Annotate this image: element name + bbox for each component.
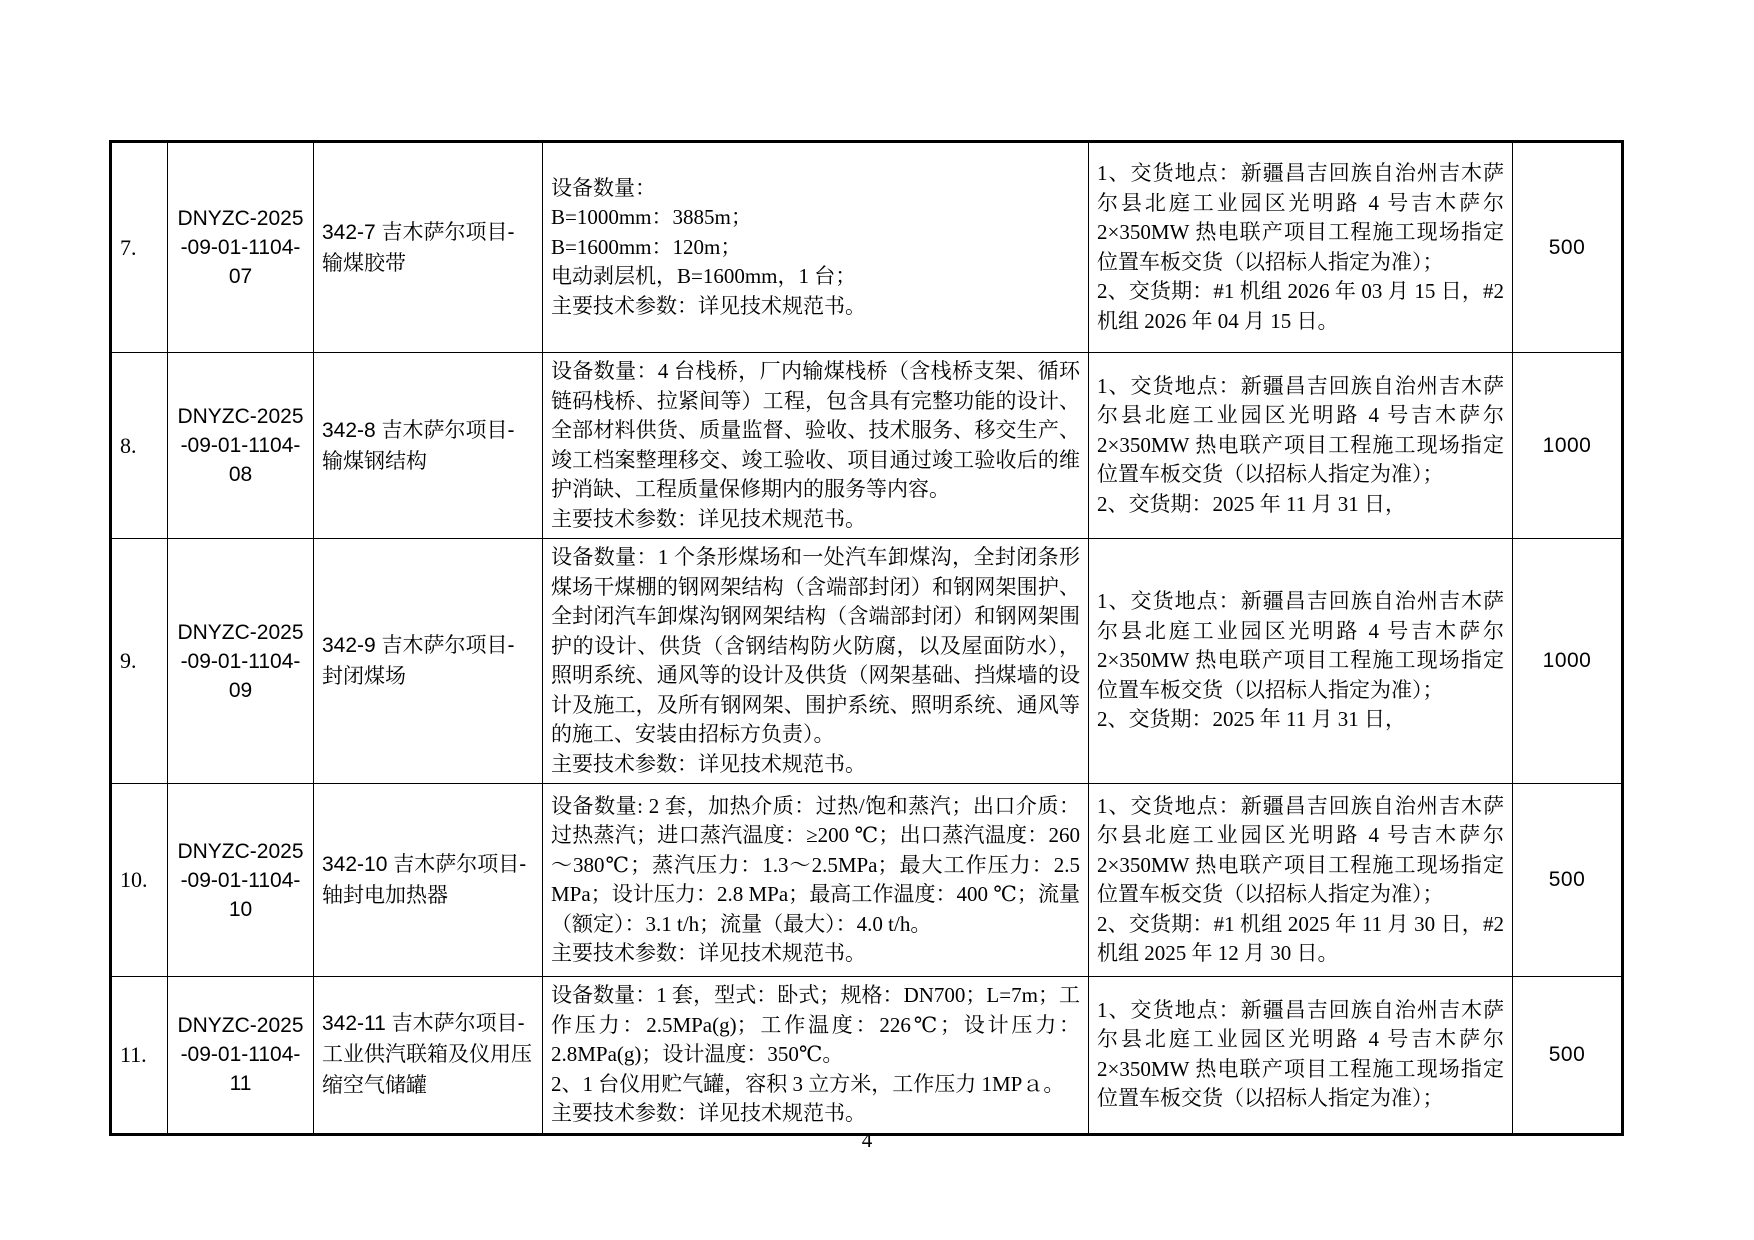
details-paragraph: 主要技术参数：详见技术规范书。 [551, 506, 866, 531]
row-seq: 9. [111, 539, 168, 784]
row-seq: 7. [111, 142, 168, 353]
package-name: 342-10 吉木萨尔项目-轴封电加热器 [314, 784, 543, 977]
row-seq: 8. [111, 353, 168, 539]
delivery-terms [1089, 142, 1513, 353]
package-name: 342-9 吉木萨尔项目-封闭煤场 [314, 539, 543, 784]
table-row [111, 784, 1623, 977]
equipment-details [543, 353, 1089, 539]
details-paragraph: B=1600mm：120m； [551, 234, 742, 259]
amount-value: 1000 [1513, 353, 1623, 539]
details-paragraph: 设备数量：1 个条形煤场和一处汽车卸煤沟，全封闭条形煤场干煤棚的钢网架结构（含端部封闭）和钢网架围护、全封闭汽车卸煤沟钢网架结构（含端部封闭）和钢网架围护的设计、供货（含钢结构防火防腐，以及屋面防水），照明系统、通风等的设计及供货（网架基础、挡煤墙的设计及施工，及所有钢网架、围护系统、照明系统、通风等的施工、安装由招标方负责）。 [551, 545, 1080, 746]
amount-value: 500 [1513, 784, 1623, 977]
tender-code: DNYZC-2025-09-01-1104-07 [168, 142, 314, 353]
details-paragraph: 2、1 台仪用贮气罐，容积 3 立方米，工作压力 1MPａ。 [551, 1071, 1065, 1096]
details-paragraph: 电动剥层机，B=1600mm，1 台； [551, 264, 857, 289]
delivery-terms [1089, 977, 1513, 1135]
delivery-paragraph: 1、交货地点：新疆昌吉回族自治州吉木萨尔县北庭工业园区光明路 4 号吉木萨尔 2×350MW 热电联产项目工程施工现场指定位置车板交货（以招标人指定为准）； [1097, 161, 1504, 274]
page-number: 4 [861, 1128, 873, 1152]
package-name: 342-8 吉木萨尔项目-输煤钢结构 [314, 353, 543, 539]
package-name: 342-7 吉木萨尔项目-输煤胶带 [314, 142, 543, 353]
delivery-paragraph: 1、交货地点：新疆昌吉回族自治州吉木萨尔县北庭工业园区光明路 4 号吉木萨尔 2×350MW 热电联产项目工程施工现场指定位置车板交货（以招标人指定为准）； [1097, 589, 1504, 702]
equipment-details [543, 977, 1089, 1135]
details-paragraph: B=1000mm：3885m； [551, 205, 752, 230]
equipment-details [543, 784, 1089, 977]
details-paragraph: 设备数量：1 套，型式：卧式；规格：DN700；L=7m；工作压力：2.5MPa(g)；工作温度：226℃；设计压力：2.8MPa(g)；设计温度：350℃。 [551, 983, 1080, 1066]
delivery-paragraph: 2、交货期：#1 机组 2025 年 11 月 30 日，#2 机组 2025 年 12 月 30 日。 [1097, 911, 1504, 965]
delivery-paragraph: 1、交货地点：新疆昌吉回族自治州吉木萨尔县北庭工业园区光明路 4 号吉木萨尔 2×350MW 热电联产项目工程施工现场指定位置车板交货（以招标人指定为准）； [1097, 373, 1504, 487]
details-paragraph: 设备数量: 2 套，加热介质：过热/饱和蒸汽；出口介质：过热蒸汽；进口蒸汽温度：≥200 ℃；出口蒸汽温度：260～380℃；蒸汽压力：1.3～2.5MPa；最大工作压力：2.5 MPa；设计压力：2.8 MPa；最高工作温度：400 ℃；流量（额定）：3.1 t/h；流量（最大）：4.0 t/h。 [551, 793, 1080, 936]
procurement-table [109, 140, 1624, 1136]
table-row [111, 539, 1623, 784]
details-paragraph: 主要技术参数：详见技术规范书。 [551, 751, 866, 776]
delivery-terms [1089, 539, 1513, 784]
equipment-details [543, 142, 1089, 353]
table-row [111, 142, 1623, 353]
table-row [111, 353, 1623, 539]
tender-code: DNYZC-2025-09-01-1104-11 [168, 977, 314, 1135]
details-paragraph: 设备数量：4 台栈桥，厂内输煤栈桥（含栈桥支架、循环链码栈桥、拉紧间等）工程，包含具有完整功能的设计、全部材料供货、质量监督、验收、技术服务、移交生产、竣工档案整理移交、竣工验收、项目通过竣工验收后的维护消缺、工程质量保修期内的服务等内容。 [551, 359, 1080, 501]
tender-code: DNYZC-2025-09-01-1104-08 [168, 353, 314, 539]
procurement-table-body [111, 142, 1623, 1135]
details-paragraph: 主要技术参数：详见技术规范书。 [551, 1101, 866, 1125]
table-row [111, 977, 1623, 1135]
details-paragraph: 主要技术参数：详见技术规范书。 [551, 941, 866, 965]
delivery-paragraph: 1、交货地点：新疆昌吉回族自治州吉木萨尔县北庭工业园区光明路 4 号吉木萨尔 2×350MW 热电联产项目工程施工现场指定位置车板交货（以招标人指定为准）； [1097, 997, 1504, 1111]
tender-code: DNYZC-2025-09-01-1104-10 [168, 784, 314, 977]
package-name: 342-11 吉木萨尔项目-工业供汽联箱及仪用压缩空气储罐 [314, 977, 543, 1135]
delivery-paragraph: 2、交货期：2025 年 11 月 31 日， [1097, 491, 1406, 516]
delivery-paragraph: 1、交货地点：新疆昌吉回族自治州吉木萨尔县北庭工业园区光明路 4 号吉木萨尔 2×350MW 热电联产项目工程施工现场指定位置车板交货（以招标人指定为准）； [1097, 793, 1504, 906]
delivery-paragraph: 2、交货期：#1 机组 2026 年 03 月 15 日，#2 机组 2026 年 04 月 15 日。 [1097, 279, 1504, 333]
equipment-details [543, 539, 1089, 784]
delivery-terms [1089, 353, 1513, 539]
tender-code: DNYZC-2025-09-01-1104-09 [168, 539, 314, 784]
amount-value: 500 [1513, 977, 1623, 1135]
amount-value: 1000 [1513, 539, 1623, 784]
amount-value: 500 [1513, 142, 1623, 353]
delivery-paragraph: 2、交货期：2025 年 11 月 31 日， [1097, 707, 1406, 732]
row-seq: 10. [111, 784, 168, 977]
row-seq: 11. [111, 977, 168, 1135]
details-paragraph: 设备数量： [551, 175, 656, 200]
delivery-terms [1089, 784, 1513, 977]
details-paragraph: 主要技术参数：详见技术规范书。 [551, 293, 866, 318]
